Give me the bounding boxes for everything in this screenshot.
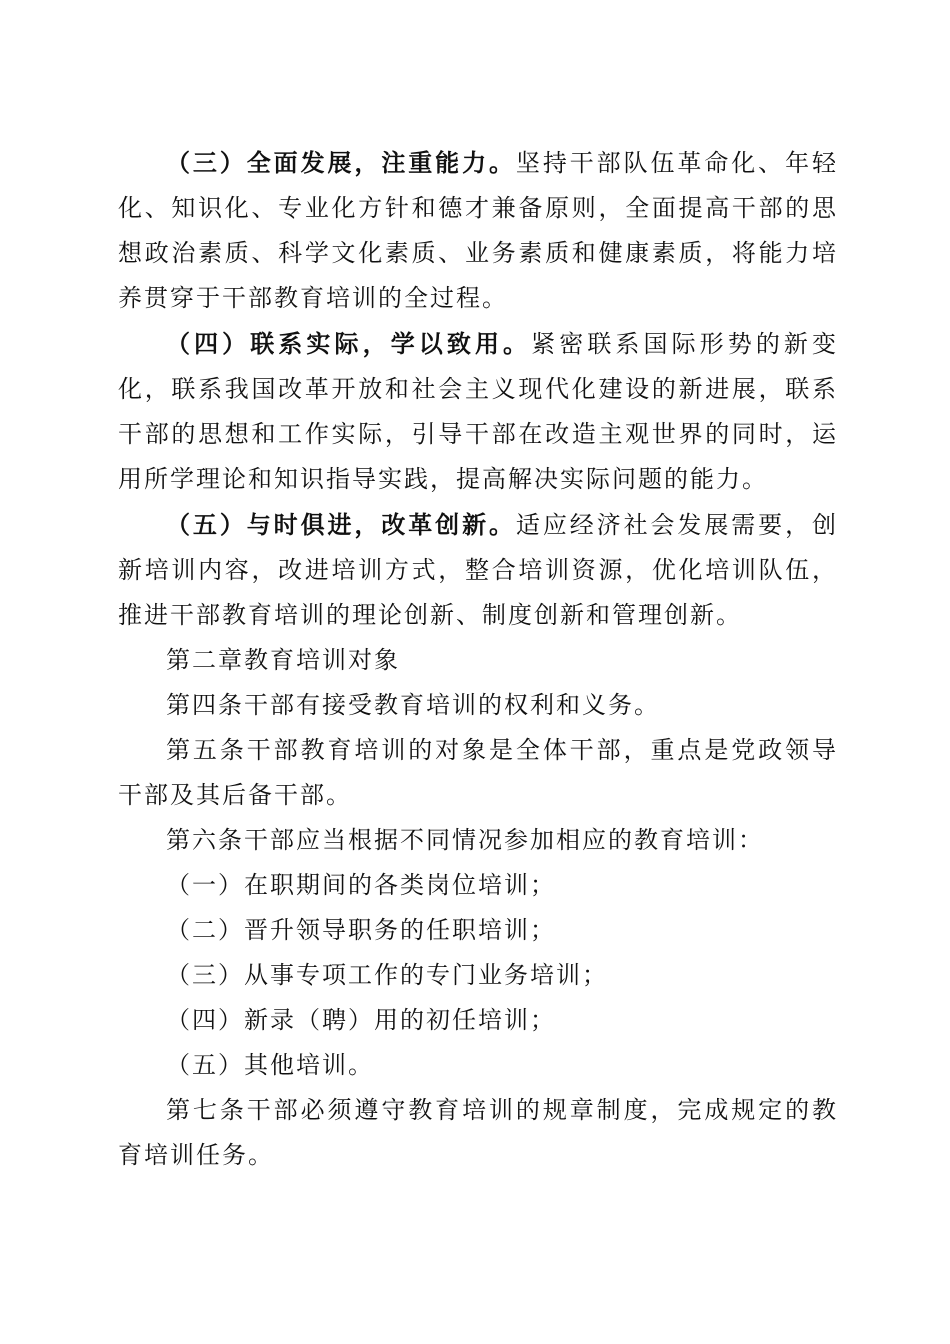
list-item bbox=[118, 998, 838, 1043]
paragraph-text: 紧密联系国际形势的新变化，联系我国改革开放和社会主义现代化建设的新进展，联系干部的思想和工作实际，引导干部在改造主观世界的同时，运用所学理论和知识指导实践，提高解决实际问题的能力。 bbox=[118, 330, 839, 493]
paragraph-text: （四）新录（聘）用的初任培训； bbox=[166, 1006, 556, 1034]
paragraph bbox=[118, 321, 838, 502]
paragraph-text: 第五条干部教育培训的对象是全体干部，重点是党政领导干部及其后备干部。 bbox=[118, 736, 838, 809]
chapter-heading bbox=[118, 638, 838, 683]
paragraph-text: 第四条干部有接受教育培训的权利和义务。 bbox=[166, 691, 660, 719]
article bbox=[118, 683, 838, 728]
paragraph-lead: （五）与时俱进，改革创新。 bbox=[166, 510, 516, 539]
list-item bbox=[118, 953, 838, 998]
list-item bbox=[118, 1043, 838, 1088]
paragraph-lead: （三）全面发展，注重能力。 bbox=[166, 148, 516, 177]
paragraph-text: （一）在职期间的各类岗位培训； bbox=[166, 871, 556, 899]
paragraph-text: 适应经济社会发展需要，创新培训内容，改进培训方式，整合培训资源，优化培训队伍，推进干部教育培训的理论创新、制度创新和管理创新。 bbox=[118, 511, 839, 629]
paragraph-text: 第六条干部应当根据不同情况参加相应的教育培训： bbox=[166, 826, 764, 854]
paragraph bbox=[118, 140, 838, 321]
article bbox=[118, 818, 838, 863]
paragraph-text: 第二章教育培训对象 bbox=[166, 646, 400, 674]
document-body bbox=[118, 140, 838, 1178]
list-item bbox=[118, 863, 838, 908]
paragraph bbox=[118, 502, 838, 638]
paragraph-lead: （四）联系实际，学以致用。 bbox=[166, 329, 532, 358]
article bbox=[118, 728, 838, 818]
paragraph-text: （三）从事专项工作的专门业务培训； bbox=[166, 961, 608, 989]
paragraph-text: 第七条干部必须遵守教育培训的规章制度，完成规定的教育培训任务。 bbox=[118, 1096, 838, 1169]
article bbox=[118, 1088, 838, 1178]
list-item bbox=[118, 908, 838, 953]
paragraph-text: （五）其他培训。 bbox=[166, 1051, 374, 1079]
paragraph-text: （二）晋升领导职务的任职培训； bbox=[166, 916, 556, 944]
paragraph-text: 坚持干部队伍革命化、年轻化、知识化、专业化方针和德才兼备原则，全面提高干部的思想政治素质、科学文化素质、业务素质和健康素质，将能力培养贯穿于干部教育培训的全过程。 bbox=[118, 149, 839, 312]
